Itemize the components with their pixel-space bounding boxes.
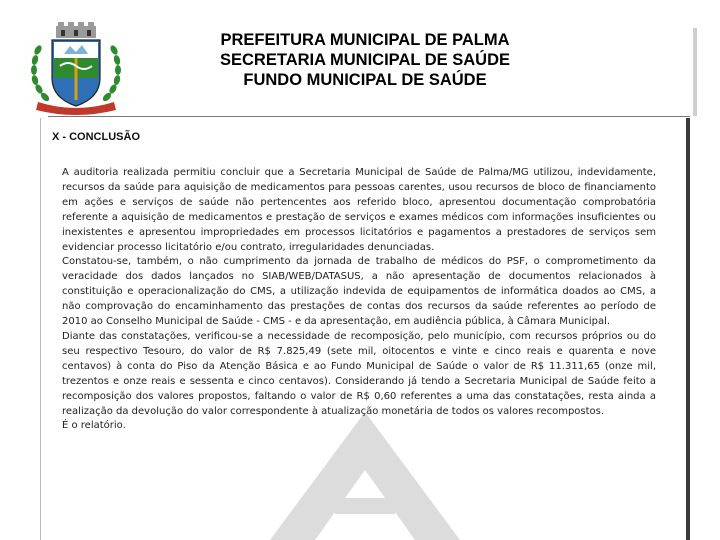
header-line-prefeitura: PREFEITURA MUNICIPAL DE PALMA <box>220 31 510 49</box>
conclusion-body <box>62 166 656 434</box>
header-line-fundo: FUNDO MUNICIPAL DE SAÚDE <box>243 71 487 89</box>
paragraph-additional-findings: Constatou-se, também, o não cumprimento da jornada de trabalho de médicos do PSF, o comprometimento da veracidade dos dados lançados no SIAB/WEB/DATASUS, a não apresentação de documentos relacionados à constituição e operacionalização do CMS, a utilização indevida de equipamentos de informática doados ao CMS, a não comprovação do encaminhamento das prestações de contas dos recursos da saúde referentes ao período de 2010 ao Conselho Municipal de Saúde - CMS - e da apresentação, em audiência pública, à Câmara Municipal. <box>62 256 656 328</box>
paragraph-findings: A auditoria realizada permitiu concluir que a Secretaria Municipal de Saúde de Palma/MG utilizou, indevidamente, recursos da saúde para aquisição de medicamentos para pessoas carentes, usou recursos de bloco de financiamento em ações e serviços de saúde não pertencentes aos referido bloco, apresentou documentação comprobatória referente a aquisição de medicamentos e prestação de serviços e exames médicos com informações insuficientes ou inexistentes e apresentou impropriedades em processos licitatórios e pagamentos a prestadores de serviços sem evidenciar processo licitatório e/ou contrato, irregularidades denunciadas. <box>62 167 656 253</box>
page-title <box>150 30 580 90</box>
header-border <box>693 28 697 116</box>
laurel-left <box>31 44 51 102</box>
document-top-rule <box>48 116 690 117</box>
header-line-secretaria: SECRETARIA MUNICIPAL DE SAÚDE <box>220 51 510 69</box>
section-heading: X - CONCLUSÃO <box>52 131 140 143</box>
laurel-right <box>101 44 121 102</box>
paragraph-closing: É o relatório. <box>62 420 126 432</box>
paragraph-recomposition: Diante das constatações, verificou-se a necessidade de recomposição, pelo município, com recursos próprios ou do seu respectivo Tesouro, do valor de R$ 7.825,49 (sete mil, oitocentos e vinte e cinco reais e quarenta e nove centavos) à conta do Piso da Atenção Básica e ao Fundo Municipal de Saúde o valor de R$ 11.311,65 (onze mil, trezentos e onze reais e sessenta e cinco centavos). Considerando já tendo a Secretaria Municipal de Saúde feito a recomposição dos valores propostos, faltando o valor de R$ 0,60 referentes a uma das constatações, resta ainda a realização da devolução do valor correspondente à atualização monetária de todos os valores recompostos. <box>62 330 656 417</box>
municipal-crest-icon <box>24 20 128 116</box>
